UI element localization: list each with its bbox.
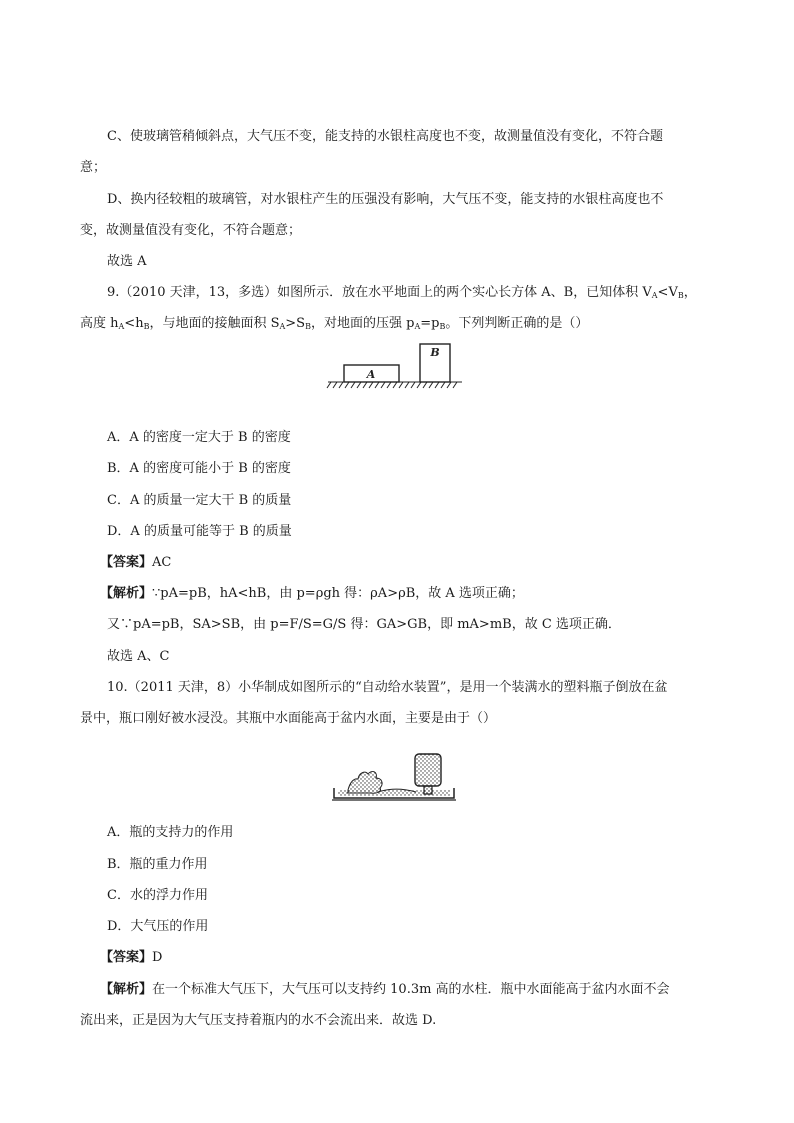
answer-tag: 【答案】 <box>100 555 153 570</box>
plant-shape <box>348 771 382 793</box>
q10-option-b: B．瓶的重力作用 <box>107 857 208 872</box>
prev-conclusion: 故选 A <box>107 254 147 269</box>
q10-option-a: A．瓶的支持力的作用 <box>107 825 234 840</box>
analysis-tag: 【解析】 <box>100 586 153 601</box>
bottle-neck <box>424 786 432 794</box>
block-a-label: A <box>366 368 376 381</box>
q9-analysis-line1: 【解析】∵pA=pB，hA<hB，由 p=ρgh 得：ρA>ρB，故 A 选项正确； <box>100 586 524 601</box>
option-c-explanation-line1: C、使玻璃管稍倾斜点，大气压不变，能支持的水银柱高度也不变，故测量值没有变化，不符合题 <box>107 129 663 144</box>
q10-analysis-line2: 流出来，正是因为大气压支持着瓶内的水不会流出来．故选 D. <box>80 1013 437 1028</box>
q9-option-a: A．A 的密度一定大于 B 的密度 <box>107 430 291 445</box>
q10-stem-line1: 10.（2011 天津，8）小华制成如图所示的“自动给水装置”，是用一个装满水的塑料瓶子倒放在盆 <box>107 680 668 695</box>
q9-stem-line1: 9.（2010 天津，13，多选）如图所示．放在水平地面上的两个实心长方体 A、B，已知体积 $V_A<V_B$， <box>107 285 697 300</box>
q9-option-d: D．A 的质量可能等于 B 的质量 <box>107 524 292 539</box>
q10-answer: 【答案】D <box>100 950 163 965</box>
option-d-explanation-line2: 变，故测量值没有变化，不符合题意； <box>80 223 302 238</box>
q10-stem-line2: 景中，瓶口刚好被水浸没。其瓶中水面能高于盆内水面，主要是由于（） <box>80 711 497 726</box>
q10-watering-device-figure <box>330 748 460 806</box>
block-b-label: B <box>430 346 440 359</box>
q9-option-b: B．A 的密度可能小于 B 的密度 <box>107 461 291 476</box>
q9-option-c: C．A 的质量一定大干 B 的质量 <box>107 493 292 508</box>
q9-stem-line2: 高度 $h_A<h_B$，与地面的接触面积 $S_A>S_B$，对地面的压强 $p_A=p_B$。下列判断正确的是（） <box>80 316 589 331</box>
q10-option-c: C．水的浮力作用 <box>107 888 208 903</box>
option-c-explanation-line2: 意； <box>80 160 107 175</box>
q9-conclusion: 故选 A、C <box>107 649 170 664</box>
q9-blocks-figure <box>325 338 465 394</box>
q10-analysis-line1: 【解析】在一个标准大气压下，大气压可以支持约 10.3m 高的水柱．瓶中水面能高于盆内水面不会 <box>100 982 670 997</box>
tray-water <box>338 790 450 796</box>
q10-option-d: D．大气压的作用 <box>107 919 209 934</box>
ground-hatching <box>327 382 462 388</box>
inverted-bottle <box>415 754 441 786</box>
q9-analysis-line2: 又∵pA=pB，SA>SB，由 p=F/S=G/S 得：GA>GB，即 mA>mB，故 C 选项正确． <box>107 617 621 632</box>
answer-tag: 【答案】 <box>100 950 153 965</box>
option-d-explanation-line1: D、换内径较粗的玻璃管，对水银柱产生的压强没有影响，大气压不变，能支持的水银柱高度也不 <box>107 192 664 207</box>
q9-answer: 【答案】AC <box>100 555 172 570</box>
analysis-tag: 【解析】 <box>100 982 153 997</box>
